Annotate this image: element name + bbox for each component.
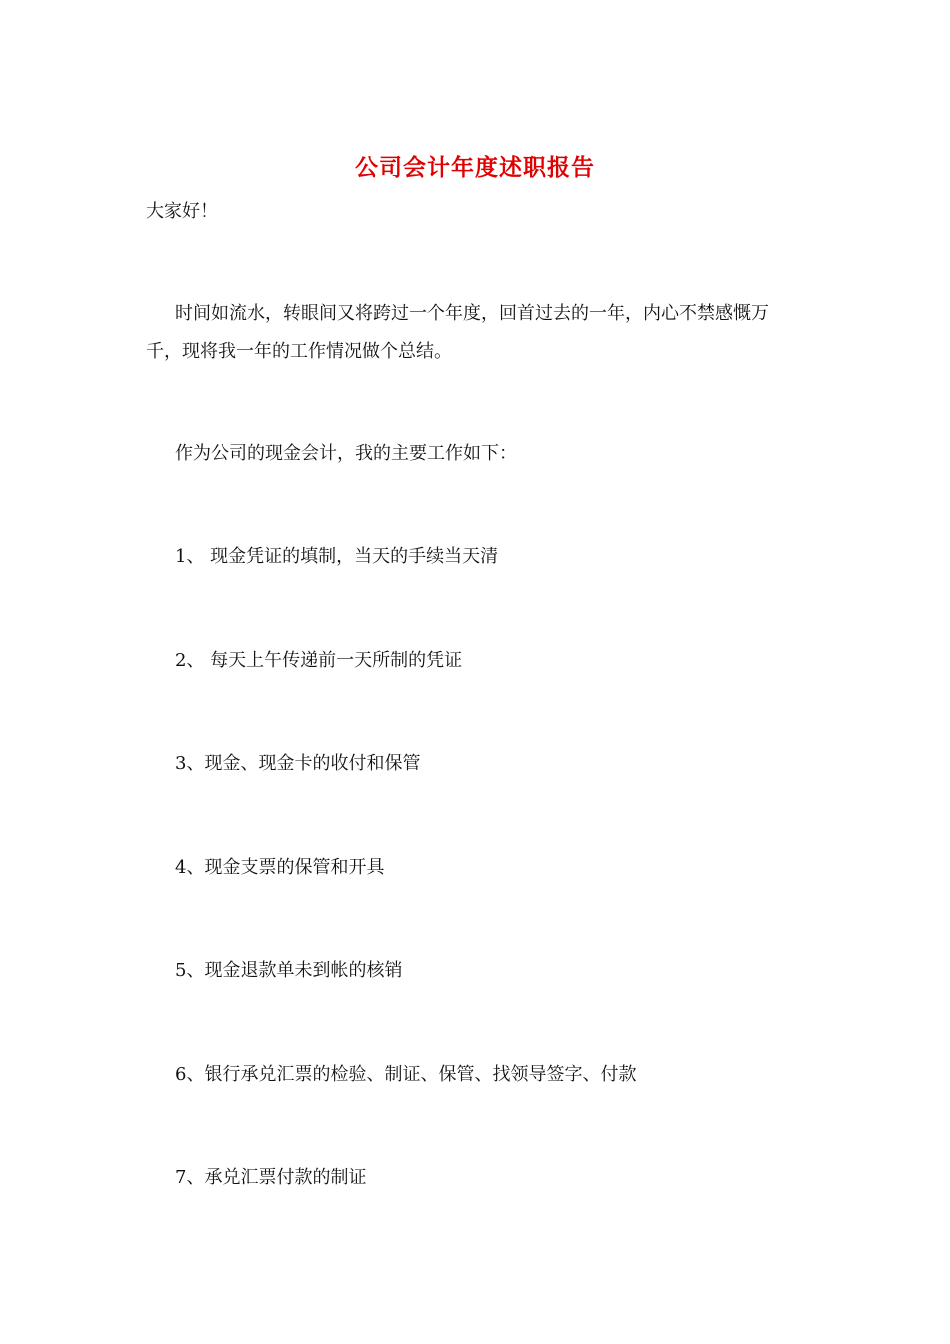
list-item: 4、现金支票的保管和开具 — [175, 857, 385, 878]
document-title: 公司会计年度述职报告 — [355, 154, 595, 181]
list-item: 1、 现金凭证的填制，当天的手续当天清 — [175, 546, 499, 567]
list-item: 6、银行承兑汇票的检验、制证、保管、找领导签字、付款 — [175, 1064, 637, 1085]
intro-paragraph-line-1: 时间如流水，转眼间又将跨过一个年度，回首过去的一年，内心不禁感慨万 — [175, 303, 769, 324]
duties-intro-text: 作为公司的现金会计，我的主要工作如下： — [175, 443, 517, 464]
list-item: 7、承兑汇票付款的制证 — [175, 1167, 367, 1188]
list-item: 2、 每天上午传递前一天所制的凭证 — [175, 650, 463, 671]
list-item: 3、现金、现金卡的收付和保管 — [175, 753, 421, 774]
list-item: 5、现金退款单未到帐的核销 — [175, 960, 403, 981]
intro-paragraph-line-2: 千，现将我一年的工作情况做个总结。 — [146, 341, 452, 362]
greeting-text: 大家好！ — [146, 201, 218, 222]
